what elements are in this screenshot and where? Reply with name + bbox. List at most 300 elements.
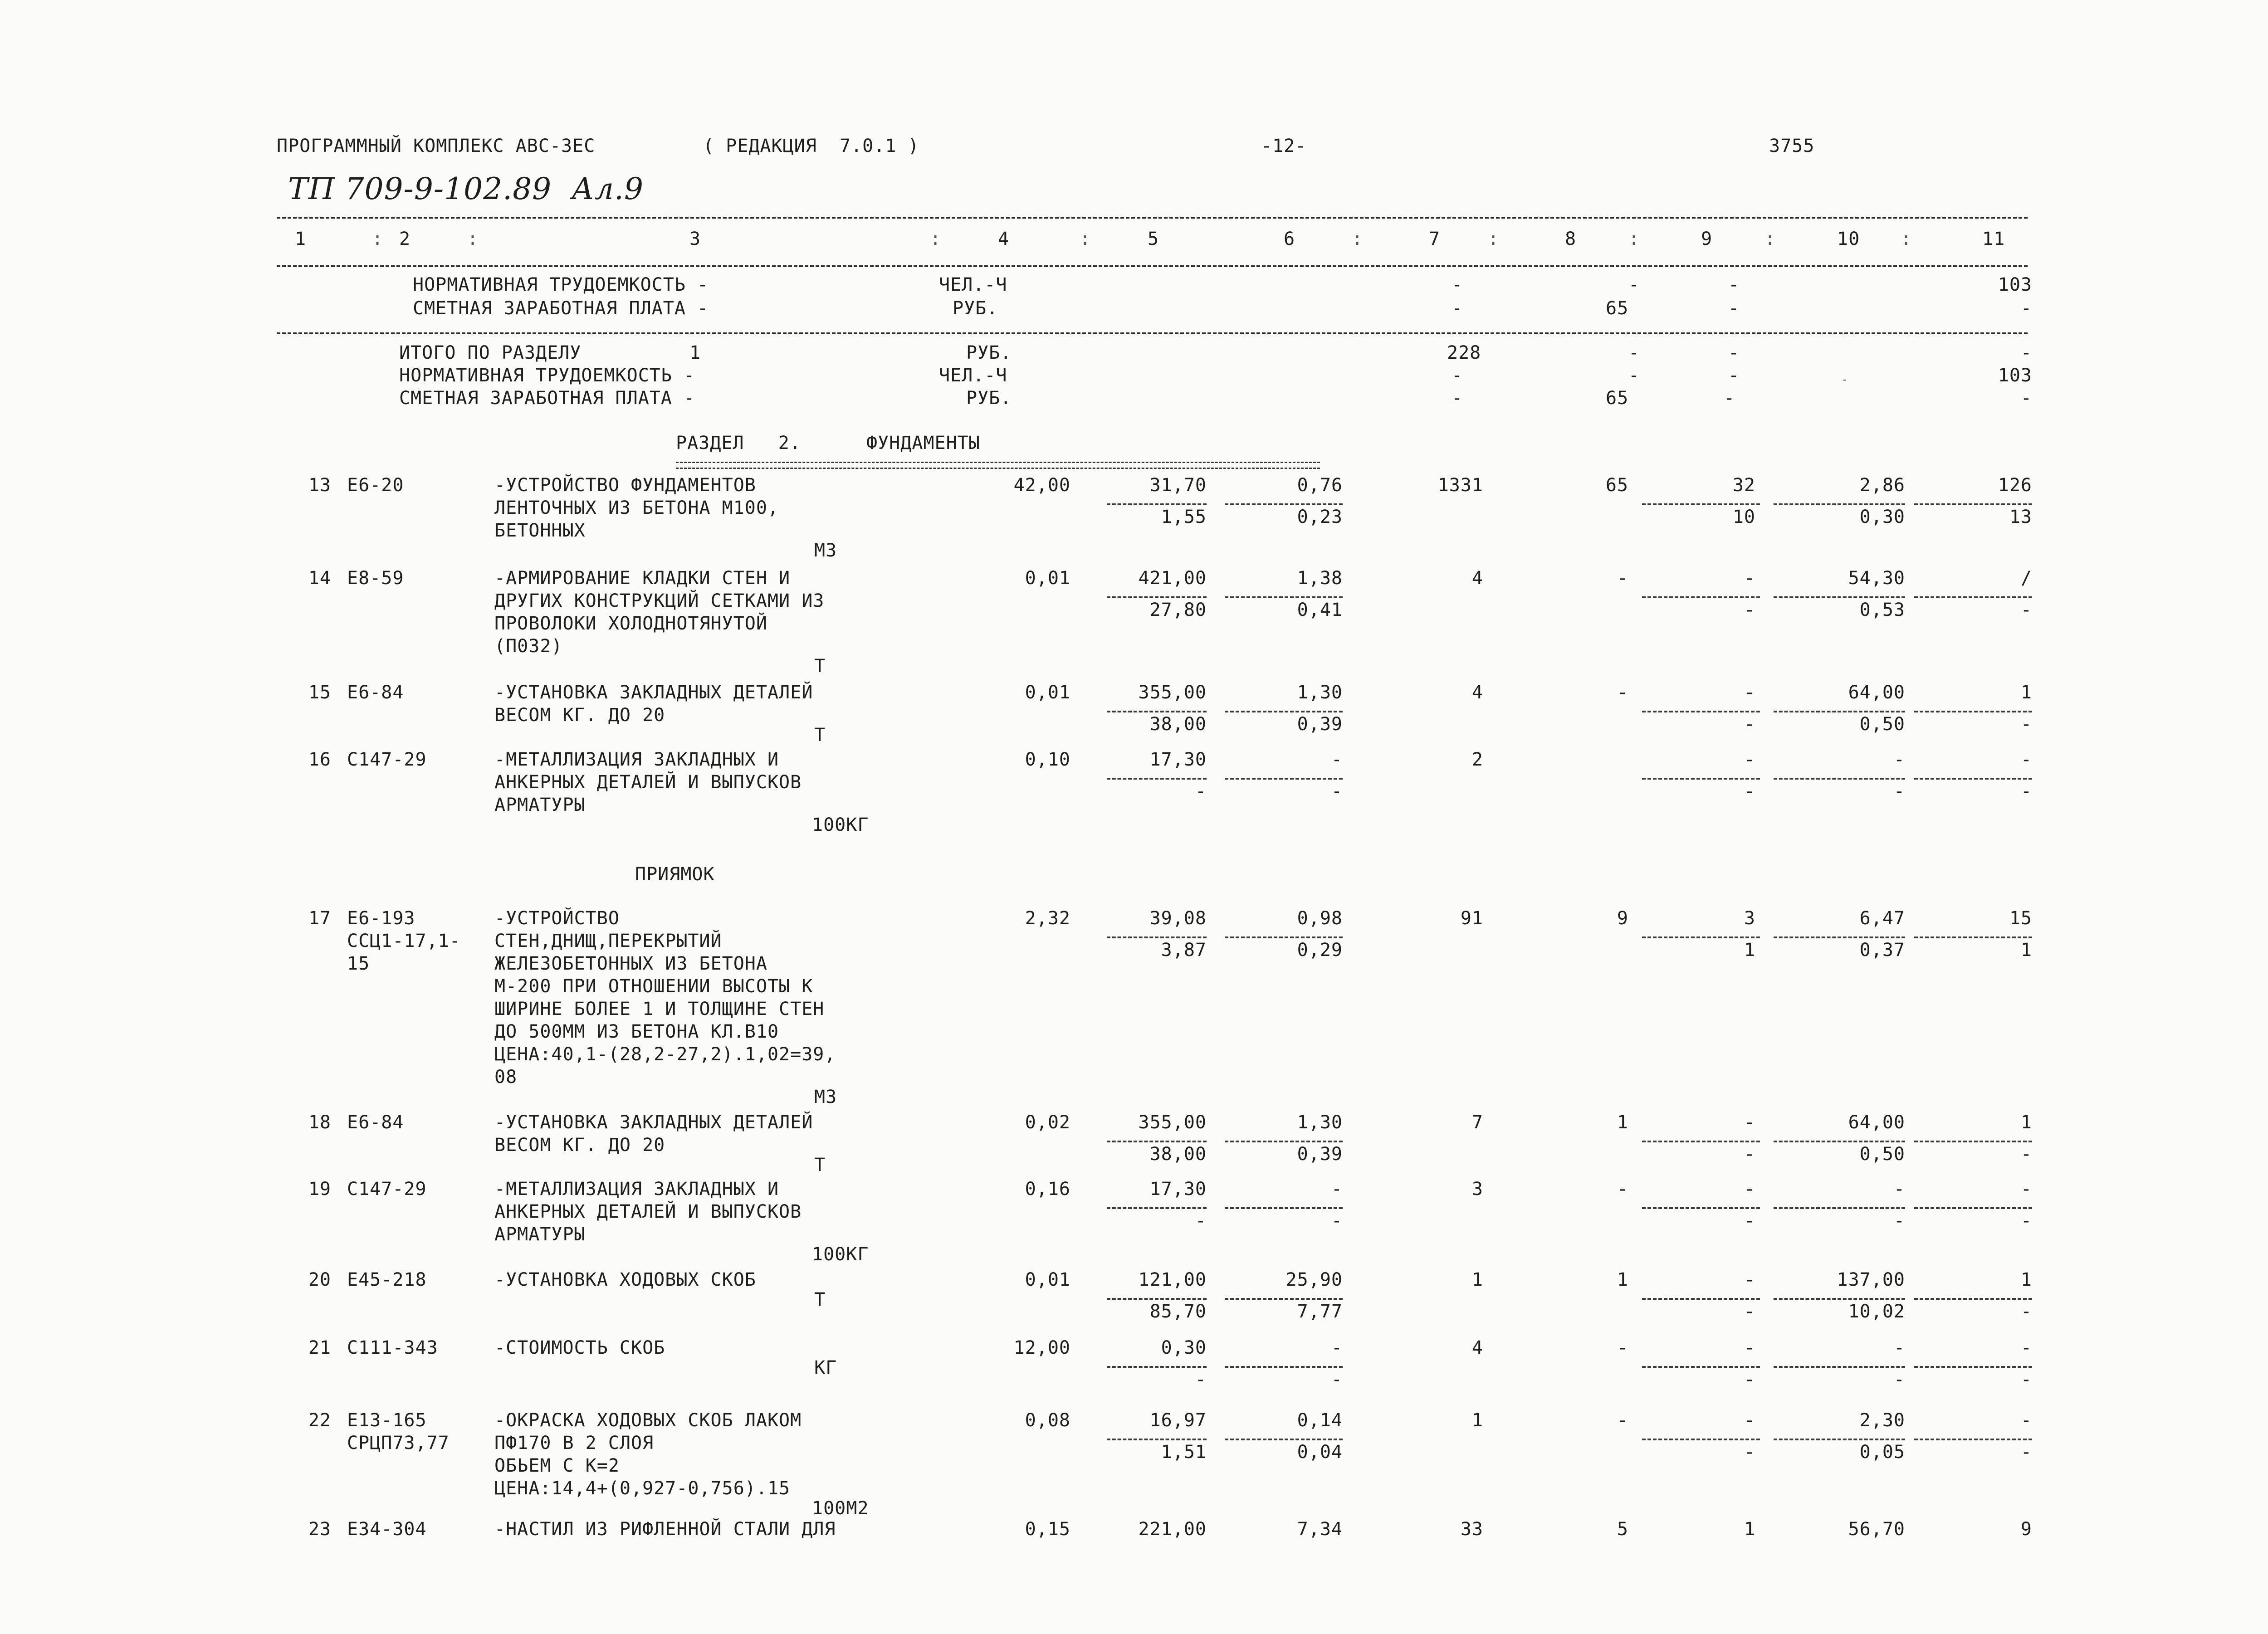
row-c5a: 31,70 (1149, 475, 1207, 496)
row-description-line: -НАСТИЛ ИЗ РИФЛЕННОЙ СТАЛИ ДЛЯ (494, 1519, 836, 1540)
row-description-line: М-200 ПРИ ОТНОШЕНИИ ВЫСОТЫ К (494, 976, 813, 997)
fraction-rule (1225, 937, 1343, 938)
total-label: ИТОГО ПО РАЗДЕЛУ (399, 342, 582, 363)
document-number: 3755 (1769, 136, 1815, 156)
row-c9a: - (1744, 749, 1755, 770)
row-number: 14 (308, 568, 331, 589)
row-description-line: -МЕТАЛЛИЗАЦИЯ ЗАКЛАДНЫХ И (494, 1179, 779, 1200)
column-header-4: 4 (998, 229, 1010, 249)
section-name: ФУНДАМЕНТЫ (866, 433, 980, 454)
fraction-rule (1914, 711, 2032, 712)
row-c5a: 355,00 (1138, 1112, 1207, 1133)
row-description-line: -УСТАНОВКА ЗАКЛАДНЫХ ДЕТАЛЕЙ (494, 1112, 813, 1133)
row-unit: М3 (814, 540, 837, 561)
row-description-line: -УСТРОЙСТВО ФУНДАМЕНТОВ (494, 475, 756, 496)
row-c6b: 0,41 (1297, 600, 1343, 620)
row-c11b: - (2020, 600, 2032, 620)
row-code: Е45-218 (347, 1269, 427, 1290)
fraction-rule (1107, 711, 1207, 712)
row-c9b: - (1744, 1210, 1755, 1231)
row-c10b: 0,30 (1859, 507, 1905, 527)
row-description-line: ШИРИНЕ БОЛЕЕ 1 И ТОЛЩИНЕ СТЕН (494, 999, 825, 1019)
row-unit: Т (814, 1155, 826, 1176)
row-number: 18 (308, 1112, 331, 1133)
fraction-rule (1642, 711, 1760, 712)
row-unit: М3 (814, 1087, 837, 1107)
column-separator: : (1765, 229, 1776, 249)
norm-c11: 103 (1998, 274, 2032, 295)
row-c6a: 1,30 (1297, 682, 1343, 703)
fraction-rule (1225, 711, 1343, 712)
row-c11a: - (2020, 1410, 2032, 1431)
fraction-rule (1225, 778, 1343, 780)
row-c11b: - (2020, 1210, 2032, 1231)
row-c4: 42,00 (1013, 475, 1070, 496)
fraction-rule (1225, 1366, 1343, 1368)
row-c5a: 39,08 (1149, 908, 1207, 929)
column-separator: : (1901, 229, 1912, 249)
fraction-rule (1107, 503, 1207, 505)
row-c11b: 13 (2009, 507, 2032, 527)
row-c6b: 0,39 (1297, 1144, 1343, 1165)
total-norm-c10: - (1842, 374, 1848, 385)
fraction-rule (1774, 1141, 1905, 1142)
row-description-line: АРМАТУРЫ (494, 1224, 586, 1245)
row-description-line: -УСТАНОВКА ХОДОВЫХ СКОБ (494, 1269, 756, 1290)
fraction-rule (1107, 1298, 1207, 1300)
row-c9a: - (1744, 1269, 1755, 1290)
row-c5a: 17,30 (1149, 749, 1207, 770)
total-c11: - (2020, 342, 2032, 363)
row-c11a: 9 (2020, 1519, 2032, 1540)
row-c8: 1 (1617, 1112, 1628, 1133)
row-c4: 0,01 (1025, 568, 1070, 589)
row-c11a: 15 (2009, 908, 2032, 929)
total-wage-label: СМЕТНАЯ ЗАРАБОТНАЯ ПЛАТА - (399, 388, 695, 409)
total-c7: 228 (1447, 342, 1481, 363)
row-c11a: 126 (1998, 475, 2032, 496)
row-c10b: 0,05 (1859, 1442, 1905, 1463)
row-code: С111-343 (347, 1337, 438, 1358)
row-c6a: - (1331, 1179, 1343, 1200)
program-title: ПРОГРАММНЫЙ КОМПЛЕКС АВС-3ЕС (277, 136, 596, 156)
subsection-title: ПРИЯМОК (635, 864, 715, 885)
row-c10a: 2,30 (1859, 1410, 1905, 1431)
row-c4: 0,01 (1025, 1269, 1070, 1290)
row-description-line: -МЕТАЛЛИЗАЦИЯ ЗАКЛАДНЫХ И (494, 749, 779, 770)
row-description-line: -УСТРОЙСТВО (494, 908, 620, 929)
row-code: С147-29 (347, 1179, 427, 1200)
fraction-rule (1914, 596, 2032, 598)
row-c11a: - (2020, 1179, 2032, 1200)
column-header-9: 9 (1701, 229, 1713, 249)
row-c5b: 1,55 (1161, 507, 1207, 527)
row-code: Е13-165 (347, 1410, 427, 1431)
row-code-2: ССЦ1-17,1- (347, 931, 461, 951)
row-code: Е8-59 (347, 568, 404, 589)
norm-unit: ЧЕЛ.-Ч (939, 274, 1007, 295)
row-code-3: 15 (347, 953, 370, 974)
row-description-line: -УСТАНОВКА ЗАКЛАДНЫХ ДЕТАЛЕЙ (494, 682, 813, 703)
total-norm-label: НОРМАТИВНАЯ ТРУДОЕМКОСТЬ - (399, 365, 695, 386)
row-c5b: 85,70 (1149, 1301, 1207, 1322)
total-num: 1 (689, 342, 701, 363)
row-c7: 33 (1460, 1519, 1483, 1540)
norm-c8: - (1628, 274, 1640, 295)
row-c4: 0,08 (1025, 1410, 1070, 1431)
fraction-rule (1914, 503, 2032, 505)
row-c9b: 10 (1732, 507, 1755, 527)
fraction-rule (1107, 596, 1207, 598)
row-c10a: - (1893, 749, 1905, 770)
column-separator: : (1628, 229, 1640, 249)
row-description-line: ОБЬЕМ С К=2 (494, 1455, 620, 1476)
row-number: 23 (308, 1519, 331, 1540)
total-wage-c8: 65 (1606, 388, 1629, 409)
fraction-rule (1107, 1207, 1207, 1209)
row-description-line: БЕТОННЫХ (494, 520, 586, 541)
fraction-rule (1225, 1439, 1343, 1440)
row-c5b: 38,00 (1149, 1144, 1207, 1165)
total-wage-c7: - (1452, 388, 1463, 409)
fraction-rule (1774, 1298, 1905, 1300)
row-c10b: 0,50 (1859, 714, 1905, 735)
row-c6a: 0,98 (1297, 908, 1343, 929)
fraction-rule (1642, 1366, 1760, 1368)
row-c10a: 54,30 (1848, 568, 1905, 589)
fraction-rule (1225, 1141, 1343, 1142)
row-c8: - (1617, 1179, 1628, 1200)
row-description-line: -СТОИМОСТЬ СКОБ (494, 1337, 665, 1358)
row-c7: 4 (1471, 1337, 1483, 1358)
row-description-line: (П032) (494, 636, 563, 657)
handwritten-project-code: ТП 709-9-102.89 Ал.9 (288, 171, 644, 206)
column-separator: : (1352, 229, 1364, 249)
column-header-2: 2 (399, 229, 411, 249)
row-c10b: - (1893, 1369, 1905, 1390)
row-description-line: 08 (494, 1067, 518, 1088)
column-header-10: 10 (1837, 229, 1860, 249)
row-description-line: АНКЕРНЫХ ДЕТАЛЕЙ И ВЫПУСКОВ (494, 772, 802, 793)
fraction-rule (1774, 1207, 1905, 1209)
row-c8: 65 (1605, 475, 1628, 496)
row-c6b: 7,77 (1297, 1301, 1343, 1322)
row-unit: 100М2 (812, 1498, 869, 1519)
row-unit: КГ (814, 1357, 837, 1378)
column-separator: : (372, 229, 384, 249)
fraction-rule (1107, 778, 1207, 780)
row-c6b: - (1331, 781, 1343, 802)
row-c8: - (1617, 1337, 1628, 1358)
row-c5b: 3,87 (1161, 940, 1207, 961)
fraction-rule (1107, 937, 1207, 938)
column-separator: : (1080, 229, 1091, 249)
row-c9a: - (1744, 1112, 1755, 1133)
row-c9b: - (1744, 1144, 1755, 1165)
row-c5a: 421,00 (1138, 568, 1207, 589)
row-unit: Т (814, 1289, 826, 1310)
row-unit: 100КГ (812, 1244, 869, 1265)
row-c5b: 27,80 (1149, 600, 1207, 620)
row-c6a: 0,14 (1297, 1410, 1343, 1431)
row-c6a: - (1331, 749, 1343, 770)
row-c10b: 10,02 (1848, 1301, 1905, 1322)
row-c9a: 1 (1744, 1519, 1755, 1540)
row-c10a: 64,00 (1848, 682, 1905, 703)
wage-c7: - (1452, 298, 1463, 319)
total-wage-c11: - (2020, 388, 2032, 409)
row-description-line: ПРОВОЛОКИ ХОЛОДНОТЯНУТОЙ (494, 613, 767, 634)
row-code: Е6-20 (347, 475, 404, 496)
row-number: 21 (308, 1337, 331, 1358)
row-code: Е34-304 (347, 1519, 427, 1540)
row-c7: 1 (1471, 1410, 1483, 1431)
row-number: 17 (308, 908, 331, 929)
wage-c11: - (2020, 298, 2032, 319)
row-c5a: 221,00 (1138, 1519, 1207, 1540)
row-c4: 0,15 (1025, 1519, 1070, 1540)
row-c7: 1331 (1437, 475, 1483, 496)
fraction-rule (1774, 937, 1905, 938)
row-c5b: 38,00 (1149, 714, 1207, 735)
row-description-line: СТЕН,ДНИЩ,ПЕРЕКРЫТИЙ (494, 931, 722, 951)
row-code: Е6-84 (347, 682, 404, 703)
row-c10a: 56,70 (1848, 1519, 1905, 1540)
fraction-rule (1774, 1439, 1905, 1440)
total-norm-c8: - (1628, 365, 1640, 386)
row-c9a: 3 (1744, 908, 1755, 929)
wage-c9: - (1728, 298, 1740, 319)
row-c11b: - (2020, 1442, 2032, 1463)
row-c6b: 0,39 (1297, 714, 1343, 735)
row-c11b: - (2020, 781, 2032, 802)
fraction-rule (1225, 596, 1343, 598)
fraction-rule (1642, 1207, 1760, 1209)
row-c6b: 0,04 (1297, 1442, 1343, 1463)
row-c5a: 16,97 (1149, 1410, 1207, 1431)
row-c4: 0,16 (1025, 1179, 1070, 1200)
column-header-7: 7 (1429, 229, 1441, 249)
norm-c7: - (1452, 274, 1463, 295)
fraction-rule (1642, 503, 1760, 505)
row-c10b: 0,53 (1859, 600, 1905, 620)
row-c4: 0,02 (1025, 1112, 1070, 1133)
row-number: 22 (308, 1410, 331, 1431)
total-norm-c11: 103 (1998, 365, 2032, 386)
row-number: 15 (308, 682, 331, 703)
row-c7: 91 (1460, 908, 1483, 929)
row-c6b: 0,29 (1297, 940, 1343, 961)
fraction-rule (1642, 1298, 1760, 1300)
row-c11b: 1 (2020, 940, 2032, 961)
row-code: Е6-193 (347, 908, 415, 929)
page-number: -12- (1261, 136, 1307, 156)
total-c8: - (1628, 342, 1640, 363)
row-c10b: 0,37 (1859, 940, 1905, 961)
column-header-1: 1 (295, 229, 307, 249)
row-unit: 100КГ (812, 815, 869, 835)
row-c5a: 355,00 (1138, 682, 1207, 703)
fraction-rule (1107, 1439, 1207, 1440)
row-c9a: - (1744, 1410, 1755, 1431)
program-edition: ( РЕДАКЦИЯ 7.0.1 ) (703, 136, 919, 156)
fraction-rule (1642, 1141, 1760, 1142)
row-c5b: - (1195, 1369, 1207, 1390)
row-c7: 7 (1471, 1112, 1483, 1133)
wage-label: СМЕТНАЯ ЗАРАБОТНАЯ ПЛАТА - (413, 298, 709, 319)
row-c9a: - (1744, 682, 1755, 703)
row-c5b: 1,51 (1161, 1442, 1207, 1463)
row-c6a: 25,90 (1286, 1269, 1343, 1290)
norm-c9: - (1728, 274, 1740, 295)
row-c6a: 1,30 (1297, 1112, 1343, 1133)
row-c5a: 0,30 (1161, 1337, 1207, 1358)
fraction-rule (1107, 1141, 1207, 1142)
row-c4: 12,00 (1013, 1337, 1070, 1358)
row-c8: 5 (1617, 1519, 1628, 1540)
header-rule-top (277, 217, 2028, 219)
fraction-rule (1914, 1141, 2032, 1142)
row-c9a: - (1744, 1179, 1755, 1200)
wage-unit: РУБ. (953, 298, 998, 319)
fraction-rule (1914, 778, 2032, 780)
row-description-line: ЦЕНА:40,1-(28,2-27,2).1,02=39, (494, 1044, 836, 1065)
row-c6a: - (1331, 1337, 1343, 1358)
section-label: РАЗДЕЛ 2. (676, 433, 801, 454)
row-c7: 3 (1471, 1179, 1483, 1200)
total-norm-unit: ЧЕЛ.-Ч (939, 365, 1007, 386)
column-header-5: 5 (1148, 229, 1159, 249)
total-wage-unit: РУБ. (966, 388, 1012, 409)
row-c8: 9 (1617, 908, 1628, 929)
row-c6b: - (1331, 1369, 1343, 1390)
row-description-line: ВЕСОМ КГ. ДО 20 (494, 1135, 665, 1156)
row-c11b: - (2020, 714, 2032, 735)
fraction-rule (1225, 1298, 1343, 1300)
row-c9a: - (1744, 1337, 1755, 1358)
row-c8: 1 (1617, 1269, 1628, 1290)
row-number: 19 (308, 1179, 331, 1200)
row-c6a: 0,76 (1297, 475, 1343, 496)
row-c8: - (1617, 568, 1628, 589)
fraction-rule (1642, 778, 1760, 780)
row-code: С147-29 (347, 749, 427, 770)
row-c6a: 1,38 (1297, 568, 1343, 589)
row-c5a: 17,30 (1149, 1179, 1207, 1200)
row-description-line: АРМАТУРЫ (494, 795, 586, 815)
row-description-line: ЦЕНА:14,4+(0,927-0,756).15 (494, 1478, 791, 1499)
row-c8: - (1617, 682, 1628, 703)
row-c10a: - (1893, 1179, 1905, 1200)
total-unit: РУБ. (966, 342, 1012, 363)
fraction-rule (1225, 1207, 1343, 1209)
row-c4: 0,10 (1025, 749, 1070, 770)
row-c10b: - (1893, 1210, 1905, 1231)
row-c9b: - (1744, 600, 1755, 620)
row-c11a: - (2020, 749, 2032, 770)
row-c11a: 1 (2020, 682, 2032, 703)
row-description-line: ВЕСОМ КГ. ДО 20 (494, 705, 665, 726)
row-c7: 2 (1471, 749, 1483, 770)
block-rule (277, 332, 2028, 334)
column-header-11: 11 (1982, 229, 2005, 249)
row-c9b: - (1744, 1301, 1755, 1322)
row-c7: 4 (1471, 568, 1483, 589)
row-c9a: 32 (1732, 475, 1755, 496)
row-description-line: -ОКРАСКА ХОДОВЫХ СКОБ ЛАКОМ (494, 1410, 802, 1431)
total-norm-c7: - (1452, 365, 1463, 386)
row-number: 16 (308, 749, 331, 770)
row-c5a: 121,00 (1138, 1269, 1207, 1290)
row-number: 20 (308, 1269, 331, 1290)
row-c10b: - (1893, 781, 1905, 802)
row-description-line: ПФ170 В 2 СЛОЯ (494, 1433, 654, 1454)
row-c5b: - (1195, 1210, 1207, 1231)
row-c9b: 1 (1744, 940, 1755, 961)
row-code: Е6-84 (347, 1112, 404, 1133)
row-c10a: 6,47 (1859, 908, 1905, 929)
row-c10a: 64,00 (1848, 1112, 1905, 1133)
norm-label: НОРМАТИВНАЯ ТРУДОЕМКОСТЬ - (413, 274, 709, 295)
row-c11b: - (2020, 1301, 2032, 1322)
total-norm-c9: - (1728, 365, 1740, 386)
row-c9a: - (1744, 568, 1755, 589)
column-separator: : (930, 229, 942, 249)
row-c11a: 1 (2020, 1269, 2032, 1290)
fraction-rule (1107, 1366, 1207, 1368)
fraction-rule (1642, 596, 1760, 598)
row-c10a: 2,86 (1859, 475, 1905, 496)
wage-c8: 65 (1606, 298, 1629, 319)
fraction-rule (1914, 1439, 2032, 1440)
fraction-rule (1774, 1366, 1905, 1368)
row-c10a: - (1893, 1337, 1905, 1358)
row-c6a: 7,34 (1297, 1519, 1343, 1540)
fraction-rule (1914, 1366, 2032, 1368)
fraction-rule (1774, 596, 1905, 598)
section-underline (676, 462, 1320, 469)
fraction-rule (1774, 503, 1905, 505)
row-c6b: - (1331, 1210, 1343, 1231)
row-c11a: - (2020, 1337, 2032, 1358)
column-separator: : (467, 229, 479, 249)
total-wage-c9: - (1724, 388, 1735, 409)
total-c9: - (1728, 342, 1740, 363)
row-description-line: ЖЕЛЕЗОБЕТОННЫХ ИЗ БЕТОНА (494, 953, 767, 974)
row-c5b: - (1195, 781, 1207, 802)
row-c11a: 1 (2020, 1112, 2032, 1133)
row-c11b: - (2020, 1144, 2032, 1165)
fraction-rule (1914, 937, 2032, 938)
row-c6b: 0,23 (1297, 507, 1343, 527)
column-header-8: 8 (1565, 229, 1577, 249)
row-unit: Т (814, 656, 826, 677)
row-description-line: ЛЕНТОЧНЫХ ИЗ БЕТОНА М100, (494, 498, 779, 518)
fraction-rule (1774, 778, 1905, 780)
header-rule-bottom (277, 265, 2028, 267)
row-c10b: 0,50 (1859, 1144, 1905, 1165)
row-description-line: ДО 500ММ ИЗ БЕТОНА КЛ.В10 (494, 1021, 779, 1042)
row-c9b: - (1744, 1369, 1755, 1390)
row-c7: 1 (1471, 1269, 1483, 1290)
row-c11b: - (2020, 1369, 2032, 1390)
fraction-rule (1914, 1298, 2032, 1300)
column-header-3: 3 (689, 229, 701, 249)
row-description-line: АНКЕРНЫХ ДЕТАЛЕЙ И ВЫПУСКОВ (494, 1201, 802, 1222)
row-description-line: -АРМИРОВАНИЕ КЛАДКИ СТЕН И (494, 568, 791, 589)
row-c7: 4 (1471, 682, 1483, 703)
row-unit: Т (814, 725, 826, 746)
